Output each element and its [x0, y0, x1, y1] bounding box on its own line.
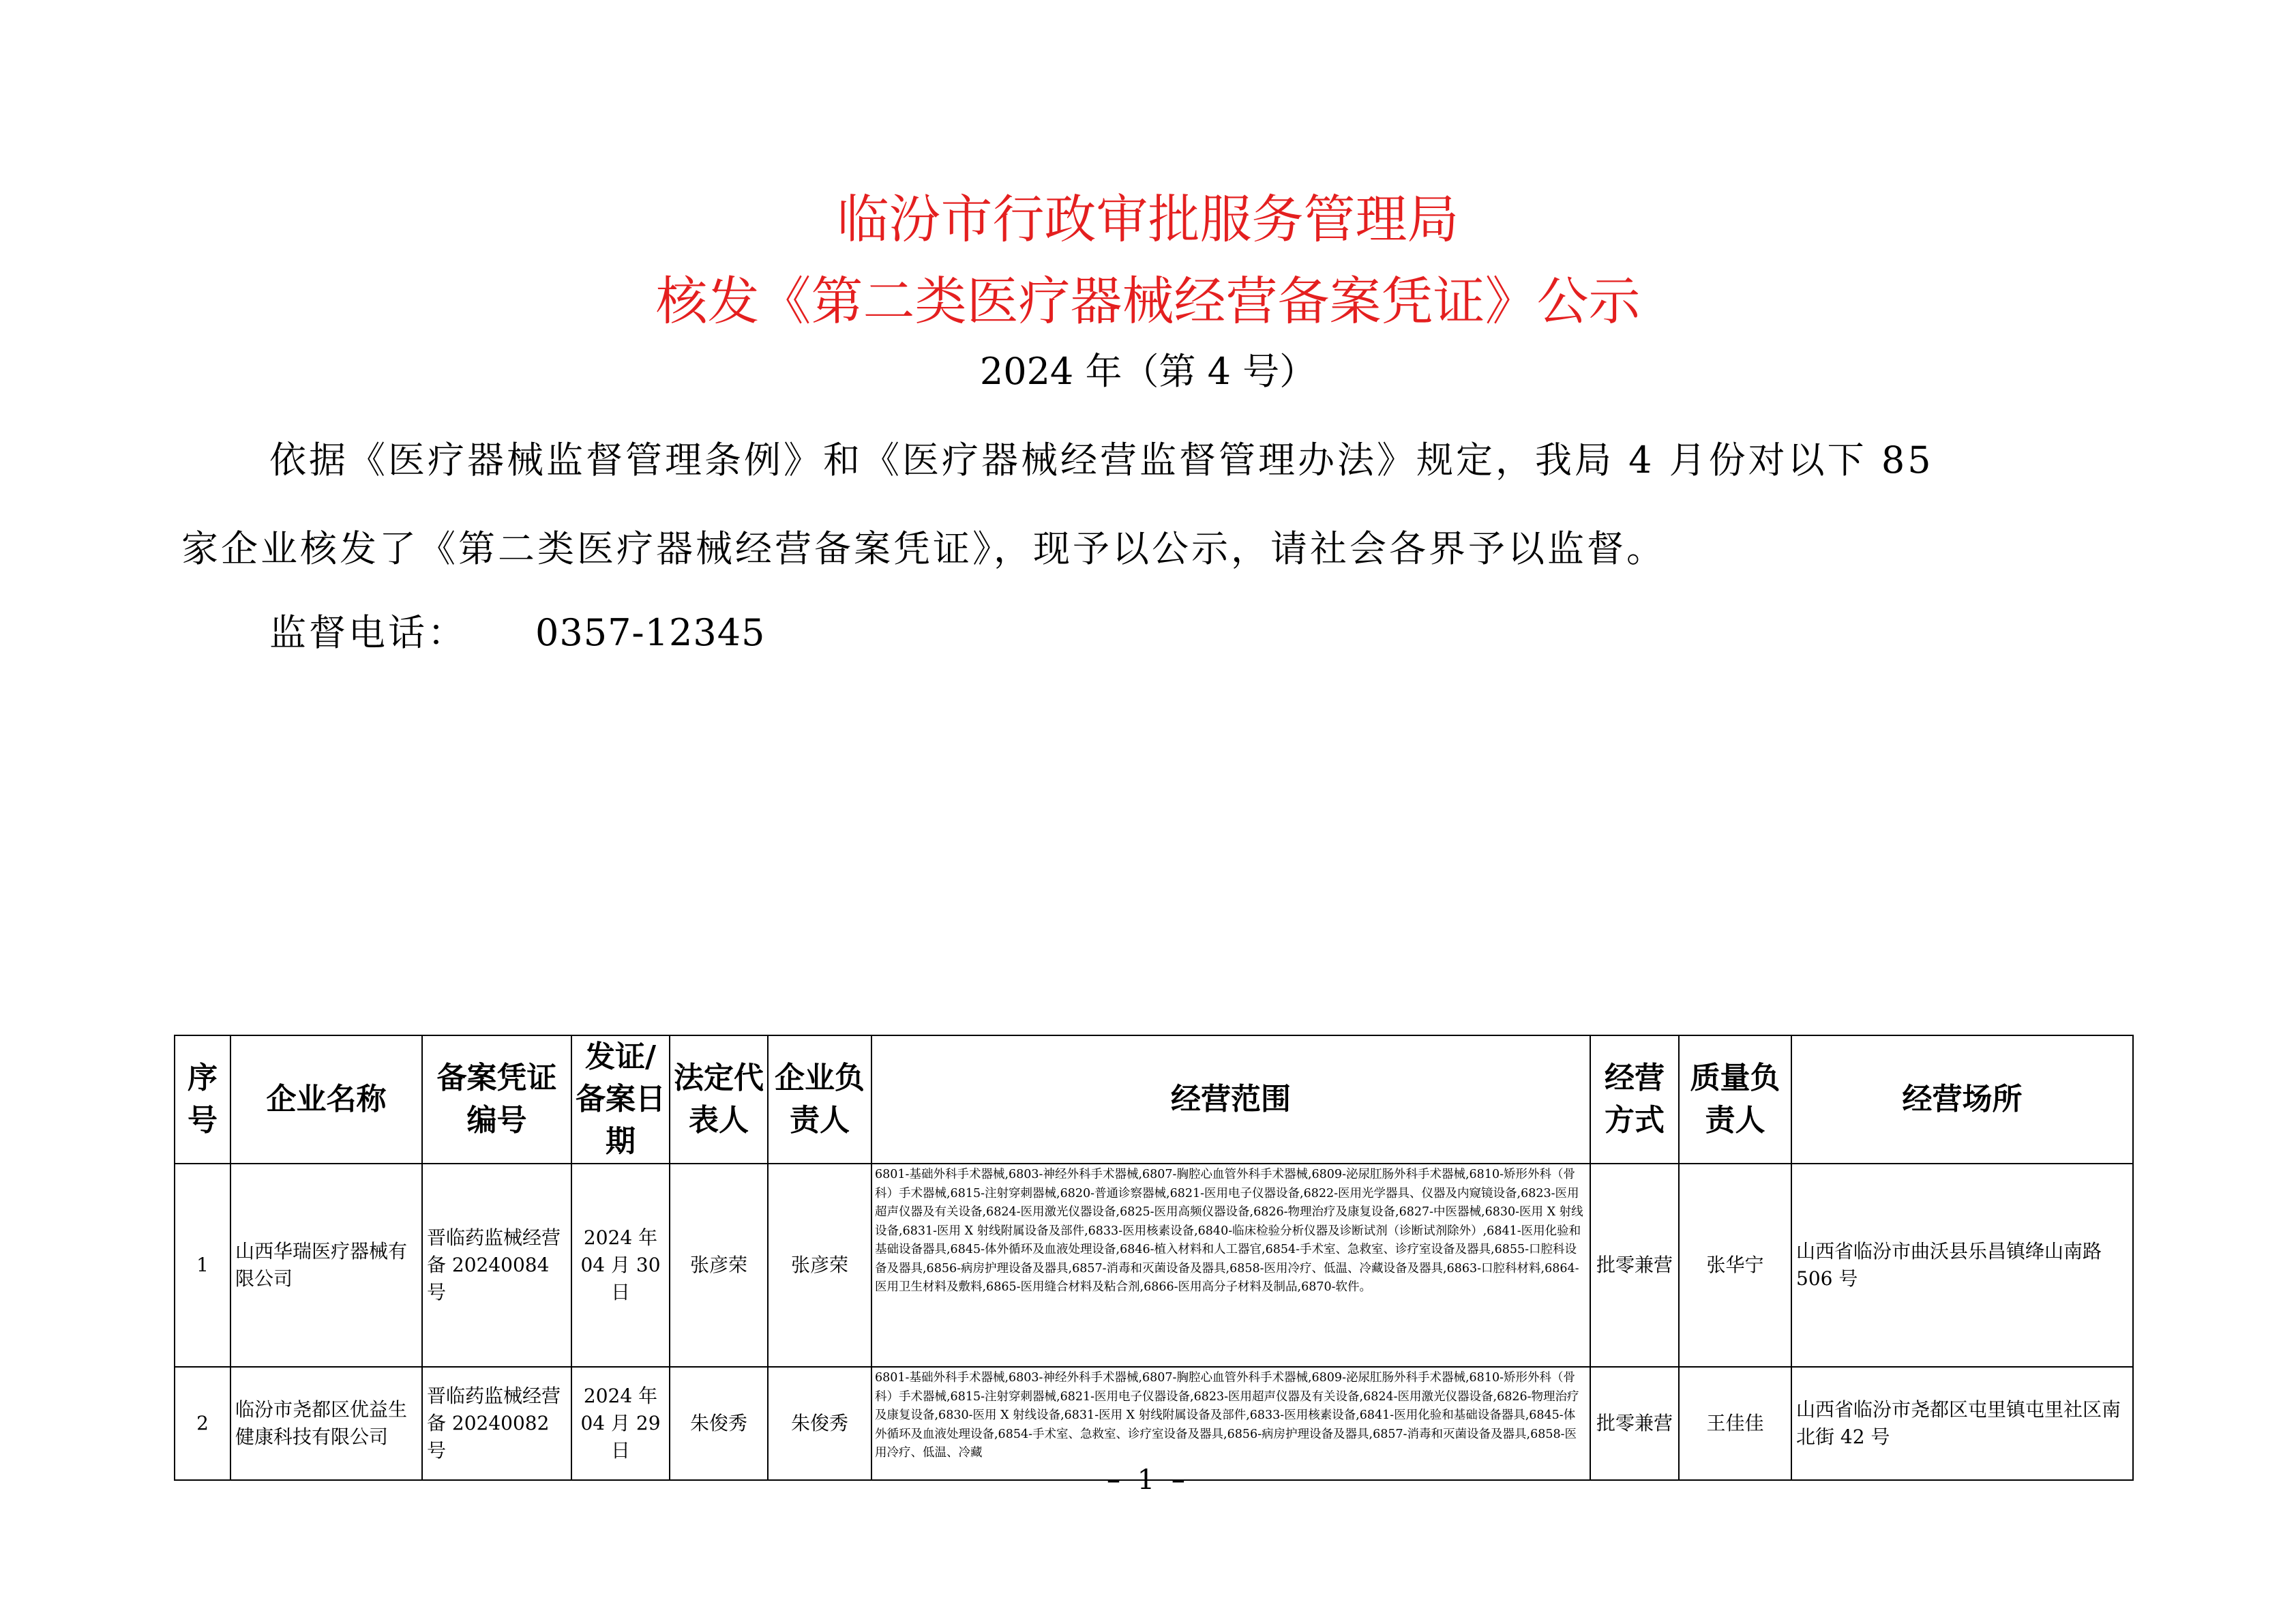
paragraph-line-2: 家企业核发了《第二类医疗器械经营备案凭证》，现予以公示，请社会各界予以监督。 — [181, 527, 1666, 570]
cell-mode: 批零兼营 — [1590, 1367, 1679, 1480]
header-quality: 质量负责人 — [1679, 1035, 1791, 1164]
header-address: 经营场所 — [1791, 1035, 2133, 1164]
cell-index: 2 — [175, 1367, 230, 1480]
cell-cert-no: 晋临药监械经营备 20240084 号 — [422, 1164, 571, 1367]
header-legal-rep: 法定代表人 — [670, 1035, 768, 1164]
header-cert-no: 备案凭证编号 — [422, 1035, 571, 1164]
paragraph-line-1: 依据《医疗器械监督管理条例》和《医疗器械经营监督管理办法》规定，我局 4 月份对以下 85 — [269, 439, 1934, 482]
cell-manager: 张彦荣 — [768, 1164, 871, 1367]
cell-index: 1 — [175, 1164, 230, 1367]
header-company: 企业名称 — [230, 1035, 422, 1164]
cell-address: 山西省临汾市尧都区屯里镇屯里社区南北街 42 号 — [1791, 1367, 2133, 1480]
cell-company: 临汾市尧都区优益生健康科技有限公司 — [230, 1367, 422, 1480]
header-scope: 经营范围 — [871, 1035, 1590, 1164]
header-mode: 经营方式 — [1590, 1035, 1679, 1164]
cell-quality: 王佳佳 — [1679, 1367, 1791, 1480]
cell-date: 2024 年 04 月 29 日 — [571, 1367, 670, 1480]
page-number: – 1 – — [1107, 1464, 1189, 1496]
cell-address: 山西省临汾市曲沃县乐昌镇绛山南路 506 号 — [1791, 1164, 2133, 1367]
scope-text: 6801-基础外科手术器械,6803-神经外科手术器械,6807-胸腔心血管外科手术器械,6809-泌尿肛肠外科手术器械,6810-矫形外科（骨科）手术器械,6815-注射穿刺器械,6821-医用电子仪器设备,6823-医用超声仪器及有关设备,6824-医用激光仪器设备,6826-物理治疗及康复设备,6830-医用 X 射线设备,6831-医用 X 射线附属设备及部件,6833-医用核素设备,6841-医用化验和基础设备器具,6845-体外循环及血液处理设备,6854-手术室、急救室、诊疗室设备及器具,6856-病房护理设备及器具,6857-消毒和灭菌设备及器具,6858-医用冷疗、低温、冷藏 — [875, 1371, 1579, 1460]
cell-legal-rep: 张彦荣 — [670, 1164, 768, 1367]
header-manager: 企业负责人 — [768, 1035, 871, 1164]
cell-scope: 6801-基础外科手术器械,6803-神经外科手术器械,6807-胸腔心血管外科手术器械,6809-泌尿肛肠外科手术器械,6810-矫形外科（骨科）手术器械,6815-注射穿刺器械,6820-普通诊察器械,6821-医用电子仪器设备,6822-医用光学器具、仪器及内窥镜设备,6823-医用超声仪器及有关设备,6824-医用激光仪器设备,6825-医用高频仪器设备,6826-物理治疗及康复设备,6827-中医器械,6830-医用 X 射线设备,6831-医用 X 射线附属设备及部件,6833-医用核素设备,6840-临床检验分析仪器及诊断试剂（诊断试剂除外）,6841-医用化验和基础设备器具,6845-体外循环及血液处理设备,6846-植入材料和人工器官,6854-手术室、急救室、诊疗室设备及器具,6855-口腔科设备及器具,6856-病房护理设备及器具,6857-消毒和灭菌设备及器具,6858-医用冷疗、低温、冷藏设备及器具,6863-口腔科材料,6864-医用卫生材料及敷料,6865-医用缝合材料及粘合剂,6866-医用高分子材料及制品,6870-软件。 — [871, 1164, 1590, 1367]
phone-label: 监督电话： — [269, 611, 467, 654]
title-line-2: 核发《第二类医疗器械经营备案凭证》公示 — [655, 271, 1641, 331]
table-row — [175, 1164, 2133, 1367]
cell-mode: 批零兼营 — [1590, 1164, 1679, 1367]
cell-company: 山西华瑞医疗器械有限公司 — [230, 1164, 422, 1367]
cell-manager: 朱俊秀 — [768, 1367, 871, 1480]
cell-quality: 张华宁 — [1679, 1164, 1791, 1367]
header-date: 发证/备案日期 — [571, 1035, 670, 1164]
header-index: 序号 — [175, 1035, 230, 1164]
phone-number: 0357-12345 — [535, 611, 766, 654]
cell-cert-no: 晋临药监械经营备 20240082 号 — [422, 1367, 571, 1480]
filing-table — [174, 1035, 2134, 1481]
cell-date: 2024 年 04 月 30 日 — [571, 1164, 670, 1367]
table-header-row — [175, 1035, 2133, 1164]
phone-line — [269, 606, 765, 660]
subtitle: 2024 年（第 4 号） — [979, 350, 1317, 393]
cell-legal-rep: 朱俊秀 — [670, 1367, 768, 1480]
title-line-1: 临汾市行政审批服务管理局 — [837, 189, 1459, 250]
